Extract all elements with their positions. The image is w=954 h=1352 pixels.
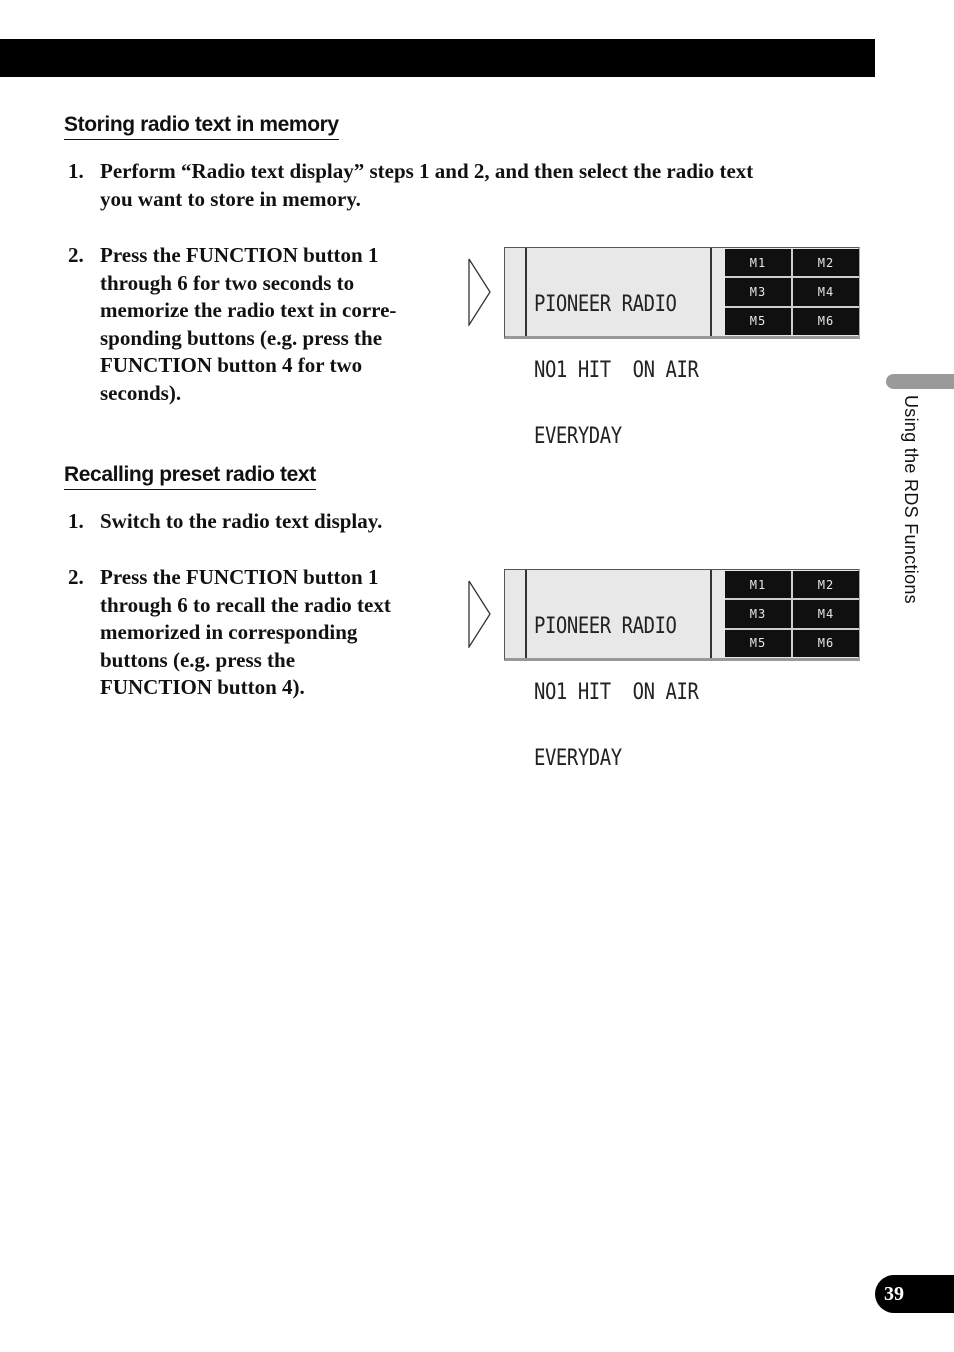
memory-button-grid xyxy=(725,249,859,335)
section-heading-recalling: Recalling preset radio text xyxy=(64,462,316,490)
memory-button-m6[interactable]: M6 xyxy=(793,308,859,335)
memory-button-m3[interactable]: M3 xyxy=(725,278,791,305)
display-divider xyxy=(525,248,527,336)
memory-button-m2[interactable]: M2 xyxy=(793,249,859,276)
step-number: 2. xyxy=(68,243,84,267)
step-text: Press the FUNCTION button 1 through 6 to recall the radio text memorized in corresponding buttons (e.g. press the FUNCTION button 4). xyxy=(100,565,391,699)
step-number: 1. xyxy=(68,509,84,533)
memory-button-m5[interactable]: M5 xyxy=(725,630,791,657)
display-text: PIONEER RADIO NO1 HIT ON AIR EVERYDAY xyxy=(534,292,699,449)
arrow-right-icon xyxy=(468,258,492,326)
section-heading-storing: Storing radio text in memory xyxy=(64,112,339,140)
memory-button-m2[interactable]: M2 xyxy=(793,571,859,598)
display-text: PIONEER RADIO NO1 HIT ON AIR EVERYDAY xyxy=(534,614,699,771)
display-divider xyxy=(525,570,527,658)
step-number: 1. xyxy=(68,159,84,183)
step-text: Press the FUNCTION button 1 through 6 for two seconds to memorize the radio text in corre- sponding buttons (e.g. press the FUNCTION button 4 for two seconds). xyxy=(100,243,397,405)
step-number: 2. xyxy=(68,565,84,589)
memory-button-m3[interactable]: M3 xyxy=(725,600,791,627)
display-divider xyxy=(710,570,712,658)
page-number: 39 xyxy=(875,1275,954,1313)
radio-text-display xyxy=(504,569,860,771)
header-bar xyxy=(0,39,875,77)
memory-button-grid xyxy=(725,571,859,657)
section-side-title: Using the RDS Functions xyxy=(901,395,921,604)
step-text: Perform “Radio text display” steps 1 and 2, and then select the radio text you want to store in memory. xyxy=(100,159,754,211)
section-tab-marker xyxy=(886,374,954,389)
display-divider xyxy=(710,248,712,336)
memory-button-m6[interactable]: M6 xyxy=(793,630,859,657)
memory-button-m4[interactable]: M4 xyxy=(793,278,859,305)
step-text: Switch to the radio text display. xyxy=(100,509,383,533)
memory-button-m1[interactable]: M1 xyxy=(725,571,791,598)
memory-button-m5[interactable]: M5 xyxy=(725,308,791,335)
memory-button-m4[interactable]: M4 xyxy=(793,600,859,627)
radio-text-display xyxy=(504,247,860,449)
arrow-right-icon xyxy=(468,580,492,648)
memory-button-m1[interactable]: M1 xyxy=(725,249,791,276)
